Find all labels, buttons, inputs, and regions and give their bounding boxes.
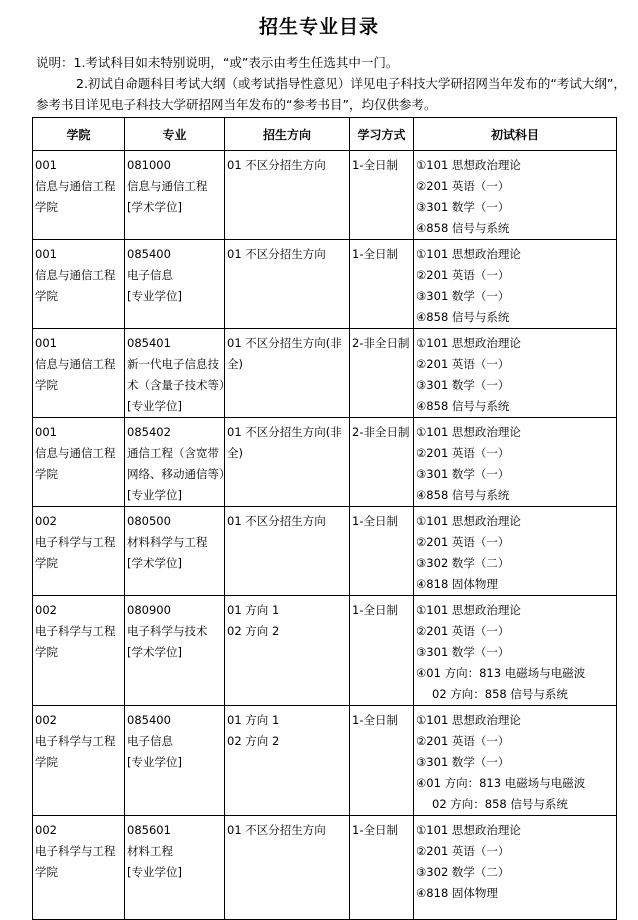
college-line: 002 — [35, 823, 57, 837]
direction-cell — [225, 816, 350, 920]
college-line: 学院 — [35, 755, 58, 769]
major-cell — [125, 329, 231, 418]
exams-line: ④858 信号与系统 — [416, 399, 510, 413]
exams-line: ②201 英语（一） — [416, 179, 510, 193]
exams-line: ④818 固体物理 — [416, 886, 498, 900]
header-direction: 招生方向 — [225, 118, 350, 151]
exams-line: ②201 英语（一） — [416, 357, 510, 371]
major-line: [专业学位] — [127, 865, 182, 879]
college-cell — [33, 596, 125, 706]
major-line: [专业学位] — [127, 289, 182, 303]
direction-cell — [225, 596, 350, 706]
mode-cell — [350, 816, 414, 920]
college-line: 002 — [35, 713, 57, 727]
college-line: 001 — [35, 158, 57, 172]
major-line: 电子科学与技术 — [127, 624, 208, 638]
college-cell — [33, 507, 125, 596]
college-line: 学院 — [35, 200, 58, 214]
exams-line: ①101 思想政治理论 — [416, 514, 521, 528]
table-row — [33, 240, 617, 329]
mode-text: 1-全日制 — [352, 158, 398, 172]
major-line: [学术学位] — [127, 556, 182, 570]
exams-cell — [414, 507, 617, 596]
major-line: 电子信息 — [127, 734, 173, 748]
catalog-table — [32, 117, 617, 920]
direction-cell — [225, 329, 350, 418]
major-line: 085401 — [127, 336, 171, 350]
mode-cell — [350, 418, 414, 507]
table-row — [33, 507, 617, 596]
major-line: [专业学位] — [127, 755, 182, 769]
mode-text: 1-全日制 — [352, 823, 398, 837]
table-row — [33, 418, 617, 507]
direction-line: 01 不区分招生方向(非 — [227, 425, 342, 439]
header-mode: 学习方式 — [350, 118, 414, 151]
college-line: 001 — [35, 247, 57, 261]
major-line: 材料科学与工程 — [127, 535, 208, 549]
exams-line: ③301 数学（一） — [416, 467, 510, 481]
major-line: 术（含量子技术等） — [127, 378, 231, 392]
exams-line: ②201 英语（一） — [416, 734, 510, 748]
major-cell — [125, 151, 225, 240]
direction-line: 02 方向 2 — [227, 624, 280, 638]
college-cell — [33, 329, 125, 418]
direction-cell — [225, 240, 350, 329]
college-cell — [33, 816, 125, 920]
exams-line: ①101 思想政治理论 — [416, 425, 521, 439]
college-line: 电子科学与工程 — [35, 535, 116, 549]
exams-line: ③301 数学（一） — [416, 645, 510, 659]
college-line: 学院 — [35, 865, 58, 879]
major-line: [专业学位] — [127, 488, 182, 502]
exams-line: ①101 思想政治理论 — [416, 823, 521, 837]
direction-line: 01 不区分招生方向 — [227, 247, 326, 261]
exams-line: ①101 思想政治理论 — [416, 713, 521, 727]
exams-line: ④858 信号与系统 — [416, 310, 510, 324]
major-line: 新一代电子信息技 — [127, 357, 219, 371]
exams-line: ①101 思想政治理论 — [416, 603, 521, 617]
header-major: 专业 — [125, 118, 225, 151]
college-cell — [33, 706, 125, 816]
major-cell — [125, 507, 225, 596]
header-exams: 初试科目 — [414, 118, 617, 151]
direction-line: 01 不区分招生方向(非 — [227, 336, 342, 350]
exams-line: ④01 方向：813 电磁场与电磁波 — [416, 666, 586, 680]
college-line: 学院 — [35, 645, 58, 659]
major-line: [学术学位] — [127, 645, 182, 659]
table-row — [33, 816, 617, 920]
major-line: 080500 — [127, 514, 171, 528]
college-line: 信息与通信工程 — [35, 446, 116, 460]
exams-cell — [414, 816, 617, 920]
header-row — [33, 118, 617, 151]
college-line: 学院 — [35, 378, 58, 392]
note-1: 说明：1.考试科目如未特别说明，“或”表示由考生任选其中一门。 — [36, 55, 399, 70]
exams-line: ④01 方向：813 电磁场与电磁波 — [416, 776, 586, 790]
college-cell — [33, 418, 125, 507]
direction-cell — [225, 507, 350, 596]
direction-line: 01 不区分招生方向 — [227, 514, 326, 528]
major-cell — [125, 816, 225, 920]
exams-cell — [414, 240, 617, 329]
college-line: 学院 — [35, 289, 58, 303]
college-line: 信息与通信工程 — [35, 179, 116, 193]
college-line: 002 — [35, 603, 57, 617]
major-line: 085400 — [127, 247, 171, 261]
major-line: 网络、移动通信等） — [127, 467, 231, 481]
major-line: [学术学位] — [127, 200, 182, 214]
mode-cell — [350, 596, 414, 706]
mode-text: 1-全日制 — [352, 603, 398, 617]
exams-line: ③301 数学（一） — [416, 289, 510, 303]
mode-text: 1-全日制 — [352, 514, 398, 528]
direction-line: 全) — [227, 357, 243, 371]
exams-cell — [414, 151, 617, 240]
direction-line: 全) — [227, 446, 243, 460]
major-line: 081000 — [127, 158, 171, 172]
mode-text: 2-非全日制 — [352, 336, 410, 350]
direction-line: 01 不区分招生方向 — [227, 158, 326, 172]
mode-text: 1-全日制 — [352, 247, 398, 261]
major-cell — [125, 706, 225, 816]
direction-cell — [225, 706, 350, 816]
header-college: 学院 — [33, 118, 125, 151]
mode-cell — [350, 706, 414, 816]
college-line: 001 — [35, 336, 57, 350]
exams-line: ①101 思想政治理论 — [416, 247, 521, 261]
exams-line: ②201 英语（一） — [416, 844, 510, 858]
college-line: 学院 — [35, 556, 58, 570]
exams-line: 02 方向：858 信号与系统 — [432, 797, 568, 811]
major-line: 信息与通信工程 — [127, 179, 208, 193]
table-row — [33, 706, 617, 816]
exams-cell — [414, 329, 617, 418]
exams-cell — [414, 418, 617, 507]
college-line: 信息与通信工程 — [35, 268, 116, 282]
exams-line: ③301 数学（一） — [416, 755, 510, 769]
catalog-body — [33, 151, 617, 920]
mode-cell — [350, 240, 414, 329]
major-line: 通信工程（含宽带 — [127, 446, 219, 460]
major-line: [专业学位] — [127, 399, 182, 413]
major-line: 电子信息 — [127, 268, 173, 282]
mode-cell — [350, 329, 414, 418]
exams-line: ③302 数学（二） — [416, 865, 510, 879]
table-row — [33, 151, 617, 240]
college-line: 002 — [35, 514, 57, 528]
major-line: 材料工程 — [127, 844, 173, 858]
direction-line: 01 方向 1 — [227, 603, 280, 617]
page-title: 招生专业目录 — [258, 16, 379, 38]
exams-line: ②201 英语（一） — [416, 446, 510, 460]
exams-line: ①101 思想政治理论 — [416, 158, 521, 172]
exams-cell — [414, 706, 617, 816]
exams-line: ③301 数学（一） — [416, 200, 510, 214]
major-cell — [125, 240, 225, 329]
direction-line: 01 不区分招生方向 — [227, 823, 326, 837]
direction-line: 02 方向 2 — [227, 734, 280, 748]
exams-line: ①101 思想政治理论 — [416, 336, 521, 350]
mode-text: 1-全日制 — [352, 713, 398, 727]
exams-line: ②201 英语（一） — [416, 268, 510, 282]
college-line: 学院 — [35, 467, 58, 481]
college-cell — [33, 151, 125, 240]
table-row — [33, 329, 617, 418]
mode-text: 2-非全日制 — [352, 425, 410, 439]
direction-line: 01 方向 1 — [227, 713, 280, 727]
major-line: 085402 — [127, 425, 171, 439]
exams-line: ②201 英语（一） — [416, 535, 510, 549]
exams-line: ③301 数学（一） — [416, 378, 510, 392]
major-line: 080900 — [127, 603, 171, 617]
exams-line: 02 方向：858 信号与系统 — [432, 687, 568, 701]
exams-line: ④858 信号与系统 — [416, 488, 510, 502]
college-cell — [33, 240, 125, 329]
college-line: 电子科学与工程 — [35, 734, 116, 748]
table-row — [33, 596, 617, 706]
major-line: 085601 — [127, 823, 171, 837]
exams-line: ③302 数学（二） — [416, 556, 510, 570]
college-line: 001 — [35, 425, 57, 439]
college-line: 电子科学与工程 — [35, 844, 116, 858]
major-cell — [125, 418, 231, 507]
exams-cell — [414, 596, 617, 706]
mode-cell — [350, 151, 414, 240]
college-line: 信息与通信工程 — [35, 357, 116, 371]
direction-cell — [225, 151, 350, 240]
exams-line: ②201 英语（一） — [416, 624, 510, 638]
note-2: 2.初试自命题科目考试大纲（或考试指导性意见）详见电子科技大学研招网当年发布的“考试大纲”，参考书目详见电子科技大学研招网当年发布的“参考书目”，均仅供参考。 — [36, 76, 626, 112]
exams-line: ④818 固体物理 — [416, 577, 498, 591]
direction-cell — [225, 418, 350, 507]
exams-line: ④858 信号与系统 — [416, 221, 510, 235]
major-line: 085400 — [127, 713, 171, 727]
college-line: 电子科学与工程 — [35, 624, 116, 638]
mode-cell — [350, 507, 414, 596]
major-cell — [125, 596, 225, 706]
